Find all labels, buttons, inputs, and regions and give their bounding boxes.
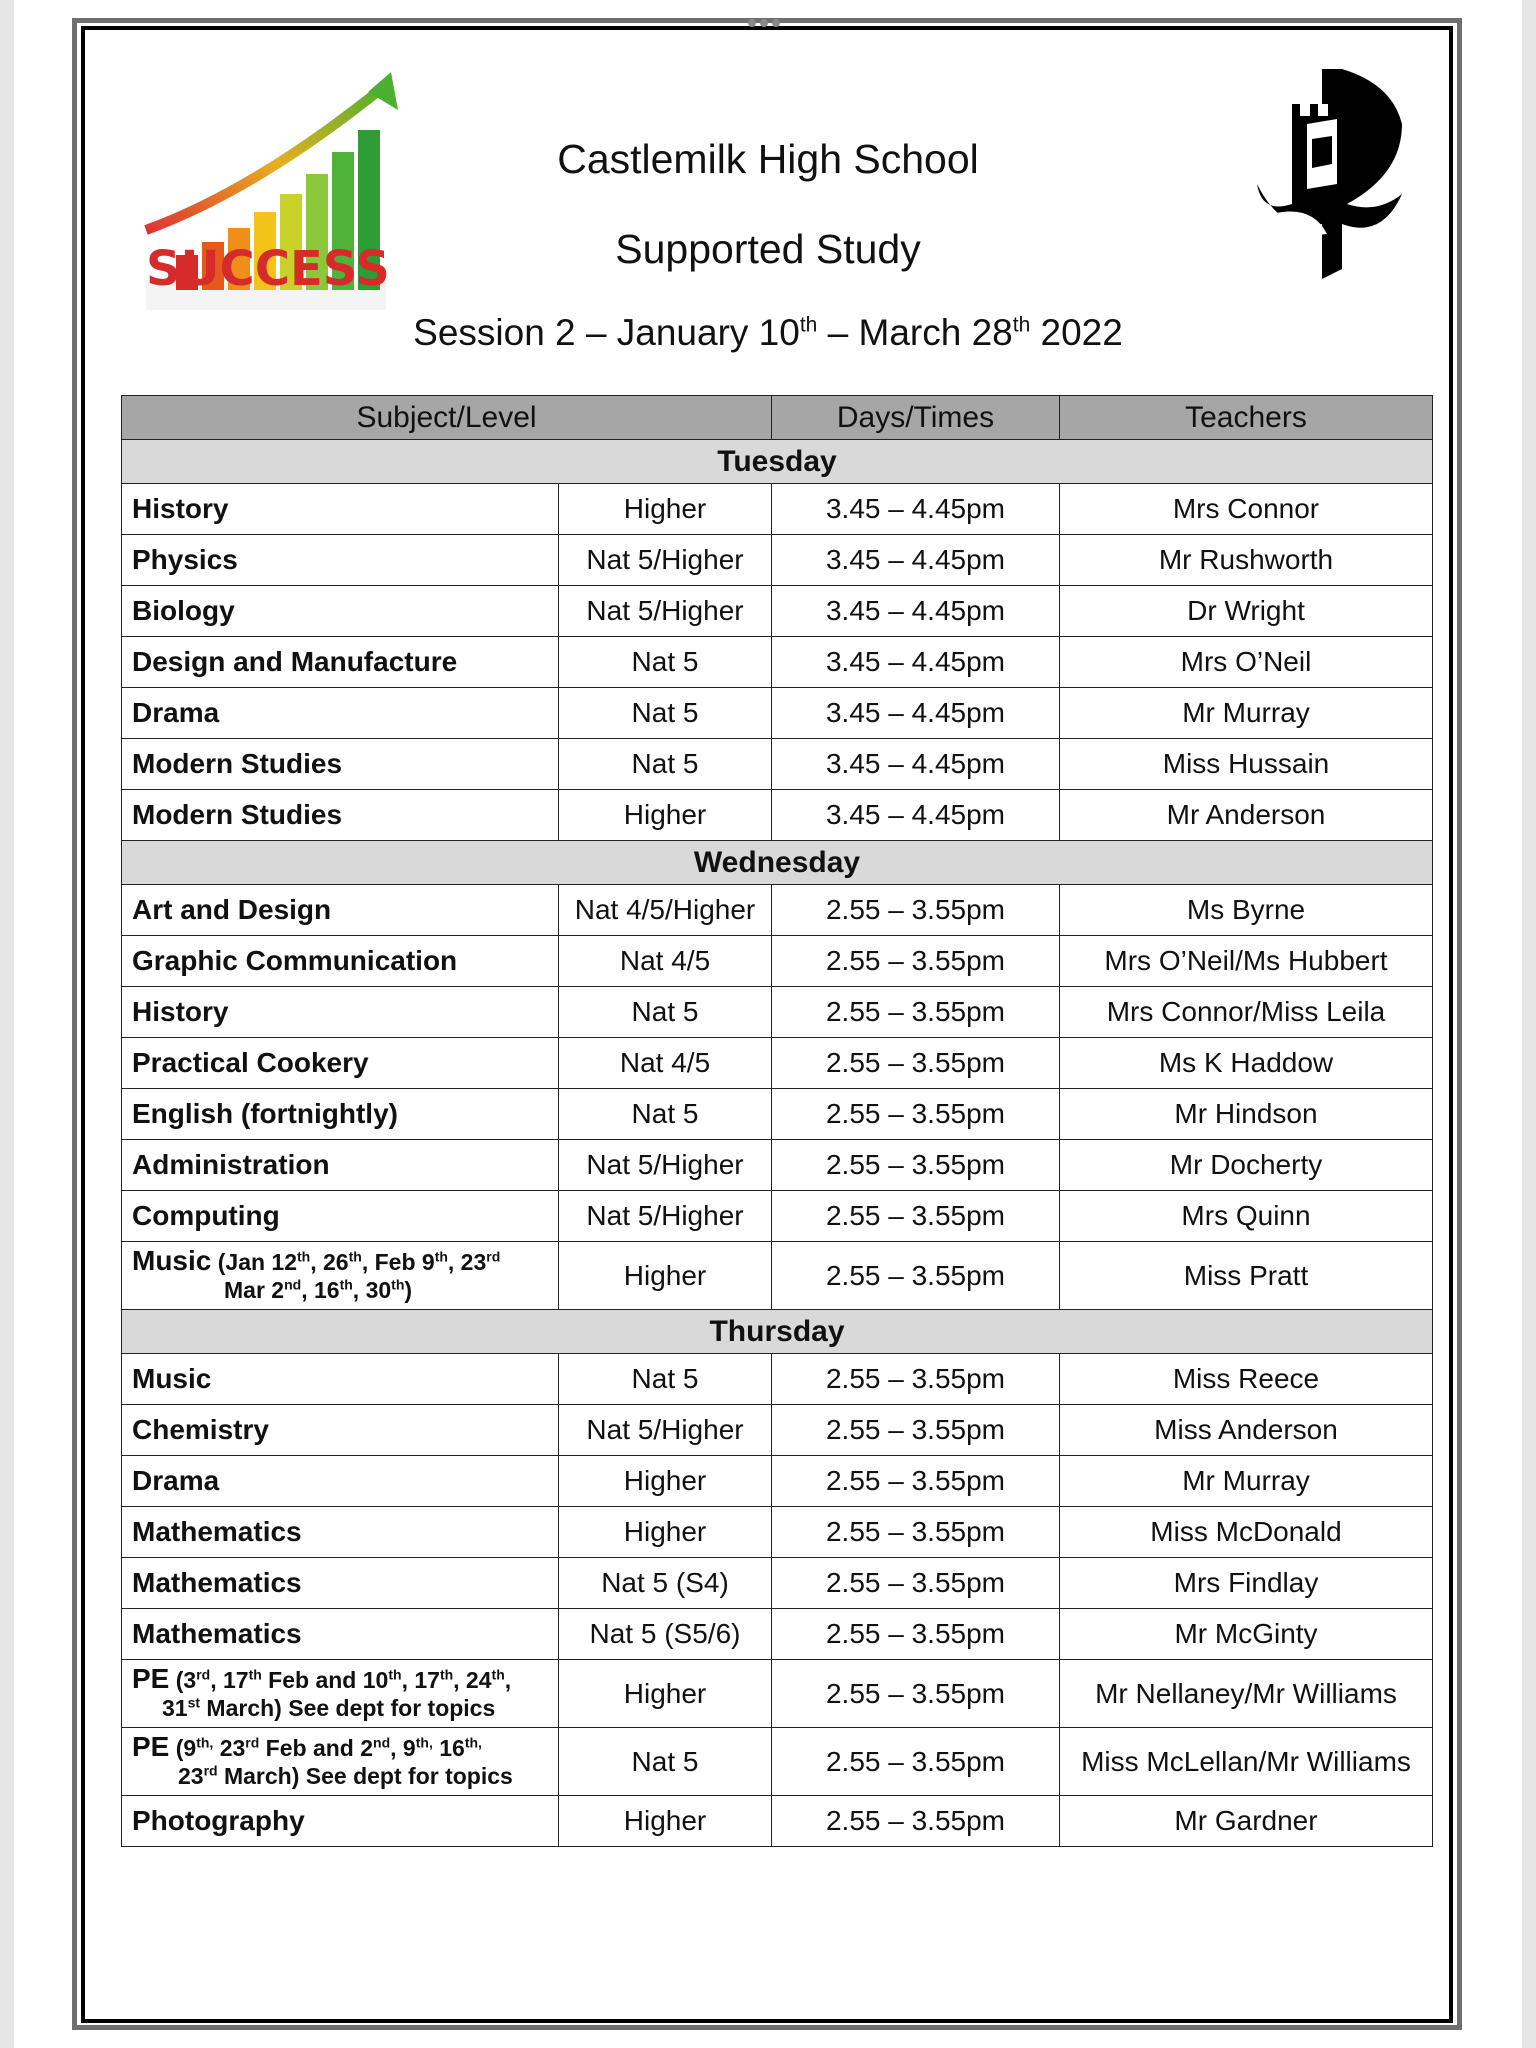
subject-cell: History	[122, 484, 559, 535]
table-row	[122, 790, 1433, 841]
teacher-cell: Mr Hindson	[1060, 1089, 1433, 1140]
subject-cell: History	[122, 987, 559, 1038]
table-row	[122, 637, 1433, 688]
subject-cell: Biology	[122, 586, 559, 637]
teacher-cell: Miss Anderson	[1060, 1405, 1433, 1456]
teacher-cell: Dr Wright	[1060, 586, 1433, 637]
table-row	[122, 1354, 1433, 1405]
subject-cell: Administration	[122, 1140, 559, 1191]
teacher-cell: Miss McDonald	[1060, 1507, 1433, 1558]
wednesday-rows	[122, 885, 1433, 1242]
day-heading-tuesday: Tuesday	[122, 440, 1433, 484]
programme-title: Supported Study	[615, 226, 921, 272]
time-cell: 2.55 – 3.55pm	[772, 1456, 1060, 1507]
teacher-cell: Mr Murray	[1060, 688, 1433, 739]
level-cell: Nat 5	[559, 987, 772, 1038]
level-cell: Nat 4/5/Higher	[559, 885, 772, 936]
table-row	[122, 1507, 1433, 1558]
level-cell: Nat 5 (S5/6)	[559, 1609, 772, 1660]
subject-cell: Practical Cookery	[122, 1038, 559, 1089]
table-row	[122, 484, 1433, 535]
teacher-cell: Mr Murray	[1060, 1456, 1433, 1507]
schedule-table	[121, 395, 1433, 1847]
subject-cell: Mathematics	[122, 1609, 559, 1660]
time-cell: 3.45 – 4.45pm	[772, 790, 1060, 841]
level-cell: Higher	[559, 484, 772, 535]
time-cell: 2.55 – 3.55pm	[772, 1191, 1060, 1242]
subject-cell: Drama	[122, 688, 559, 739]
time-cell: 2.55 – 3.55pm	[772, 1089, 1060, 1140]
teacher-cell: Miss Hussain	[1060, 739, 1433, 790]
teacher-cell: Mr Docherty	[1060, 1140, 1433, 1191]
table-row	[122, 1191, 1433, 1242]
level-cell: Higher	[559, 1660, 772, 1728]
teacher-cell: Miss Reece	[1060, 1354, 1433, 1405]
time-cell: 2.55 – 3.55pm	[772, 1558, 1060, 1609]
table-row	[122, 1140, 1433, 1191]
table-row	[122, 1038, 1433, 1089]
time-cell: 2.55 – 3.55pm	[772, 1038, 1060, 1089]
subject-cell: Mathematics	[122, 1507, 559, 1558]
level-cell: Nat 5	[559, 637, 772, 688]
time-cell: 2.55 – 3.55pm	[772, 987, 1060, 1038]
table-row	[122, 586, 1433, 637]
time-cell: 3.45 – 4.45pm	[772, 484, 1060, 535]
subject-cell: Drama	[122, 1456, 559, 1507]
table-row	[122, 936, 1433, 987]
subject-cell: PE (3rd, 17th Feb and 10th, 17th, 24th, 31st March) See dept for topics	[122, 1660, 559, 1728]
table-row	[122, 1660, 1433, 1728]
teacher-cell: Mrs Findlay	[1060, 1558, 1433, 1609]
subject-cell: Mathematics	[122, 1558, 559, 1609]
teacher-cell: Mr Rushworth	[1060, 535, 1433, 586]
subject-cell: Computing	[122, 1191, 559, 1242]
time-cell: 2.55 – 3.55pm	[772, 1405, 1060, 1456]
teacher-cell: Mrs O’Neil/Ms Hubbert	[1060, 936, 1433, 987]
teacher-cell: Ms K Haddow	[1060, 1038, 1433, 1089]
header-subject-level: Subject/Level	[122, 396, 772, 440]
day-heading-wednesday: Wednesday	[122, 841, 1433, 885]
time-cell: 3.45 – 4.45pm	[772, 739, 1060, 790]
drag-handle-icon[interactable]	[748, 14, 788, 24]
level-cell: Nat 5/Higher	[559, 586, 772, 637]
level-cell: Nat 4/5	[559, 936, 772, 987]
teacher-cell: Miss Pratt	[1060, 1242, 1433, 1310]
school-name: Castlemilk High School	[557, 136, 979, 182]
day-heading-thursday: Thursday	[122, 1310, 1433, 1354]
subject-cell: Design and Manufacture	[122, 637, 559, 688]
level-cell: Nat 4/5	[559, 1038, 772, 1089]
table-row	[122, 885, 1433, 936]
session-dates: Session 2 – January 10th – March 28th 2022	[413, 312, 1123, 353]
level-cell: Nat 5	[559, 688, 772, 739]
table-row	[122, 535, 1433, 586]
time-cell: 3.45 – 4.45pm	[772, 586, 1060, 637]
subject-cell: Chemistry	[122, 1405, 559, 1456]
tuesday-rows	[122, 484, 1433, 841]
table-row	[122, 1558, 1433, 1609]
subject-cell: Music (Jan 12th, 26th, Feb 9th, 23rd Mar 2nd, 16th, 30th)	[122, 1242, 559, 1310]
teacher-cell: Mr Gardner	[1060, 1796, 1433, 1847]
table-header-row	[122, 396, 1433, 440]
level-cell: Nat 5	[559, 739, 772, 790]
header-teachers: Teachers	[1060, 396, 1433, 440]
level-cell: Higher	[559, 1507, 772, 1558]
level-cell: Nat 5 (S4)	[559, 1558, 772, 1609]
level-cell: Nat 5/Higher	[559, 1405, 772, 1456]
level-cell: Nat 5	[559, 1354, 772, 1405]
teacher-cell: Miss McLellan/Mr Williams	[1060, 1728, 1433, 1796]
subject-cell: Graphic Communication	[122, 936, 559, 987]
level-cell: Nat 5/Higher	[559, 1191, 772, 1242]
time-cell: 3.45 – 4.45pm	[772, 637, 1060, 688]
header-days-times: Days/Times	[772, 396, 1060, 440]
table-row	[122, 1242, 1433, 1310]
success-logo	[136, 70, 436, 325]
teacher-cell: Mr McGinty	[1060, 1609, 1433, 1660]
time-cell: 2.55 – 3.55pm	[772, 1609, 1060, 1660]
level-cell: Higher	[559, 1242, 772, 1310]
subject-cell: Physics	[122, 535, 559, 586]
subject-cell: Modern Studies	[122, 790, 559, 841]
level-cell: Higher	[559, 1456, 772, 1507]
time-cell: 2.55 – 3.55pm	[772, 1660, 1060, 1728]
table-row	[122, 1796, 1433, 1847]
subject-cell: Photography	[122, 1796, 559, 1847]
time-cell: 2.55 – 3.55pm	[772, 1140, 1060, 1191]
teacher-cell: Mrs Quinn	[1060, 1191, 1433, 1242]
teacher-cell: Mr Anderson	[1060, 790, 1433, 841]
level-cell: Nat 5/Higher	[559, 1140, 772, 1191]
time-cell: 2.55 – 3.55pm	[772, 936, 1060, 987]
table-row	[122, 1728, 1433, 1796]
teacher-cell: Ms Byrne	[1060, 885, 1433, 936]
table-row	[122, 1089, 1433, 1140]
time-cell: 2.55 – 3.55pm	[772, 1796, 1060, 1847]
level-cell: Nat 5	[559, 1089, 772, 1140]
level-cell: Nat 5/Higher	[559, 535, 772, 586]
table-row	[122, 688, 1433, 739]
time-cell: 2.55 – 3.55pm	[772, 1507, 1060, 1558]
time-cell: 3.45 – 4.45pm	[772, 535, 1060, 586]
time-cell: 2.55 – 3.55pm	[772, 1728, 1060, 1796]
time-cell: 2.55 – 3.55pm	[772, 885, 1060, 936]
subject-cell: Art and Design	[122, 885, 559, 936]
table-row	[122, 1456, 1433, 1507]
teacher-cell: Mrs Connor/Miss Leila	[1060, 987, 1433, 1038]
time-cell: 2.55 – 3.55pm	[772, 1354, 1060, 1405]
table-row	[122, 1405, 1433, 1456]
teacher-cell: Mr Nellaney/Mr Williams	[1060, 1660, 1433, 1728]
success-logo-text: SUCCESS	[146, 241, 390, 297]
time-cell: 3.45 – 4.45pm	[772, 688, 1060, 739]
teacher-cell: Mrs O’Neil	[1060, 637, 1433, 688]
level-cell: Higher	[559, 1796, 772, 1847]
time-cell: 2.55 – 3.55pm	[772, 1242, 1060, 1310]
level-cell: Higher	[559, 790, 772, 841]
table-row	[122, 739, 1433, 790]
subject-cell: English (fortnightly)	[122, 1089, 559, 1140]
table-row	[122, 1609, 1433, 1660]
teacher-cell: Mrs Connor	[1060, 484, 1433, 535]
subject-cell: Music	[122, 1354, 559, 1405]
subject-cell: Modern Studies	[122, 739, 559, 790]
subject-cell: PE ($9^{th,}$ 23rd Feb and 2nd, $9^{th,}$ $16^{th,}$ 23rd March) See dept for topics	[122, 1728, 559, 1796]
table-row	[122, 987, 1433, 1038]
thursday-rows	[122, 1354, 1433, 1660]
level-cell: Nat 5	[559, 1728, 772, 1796]
